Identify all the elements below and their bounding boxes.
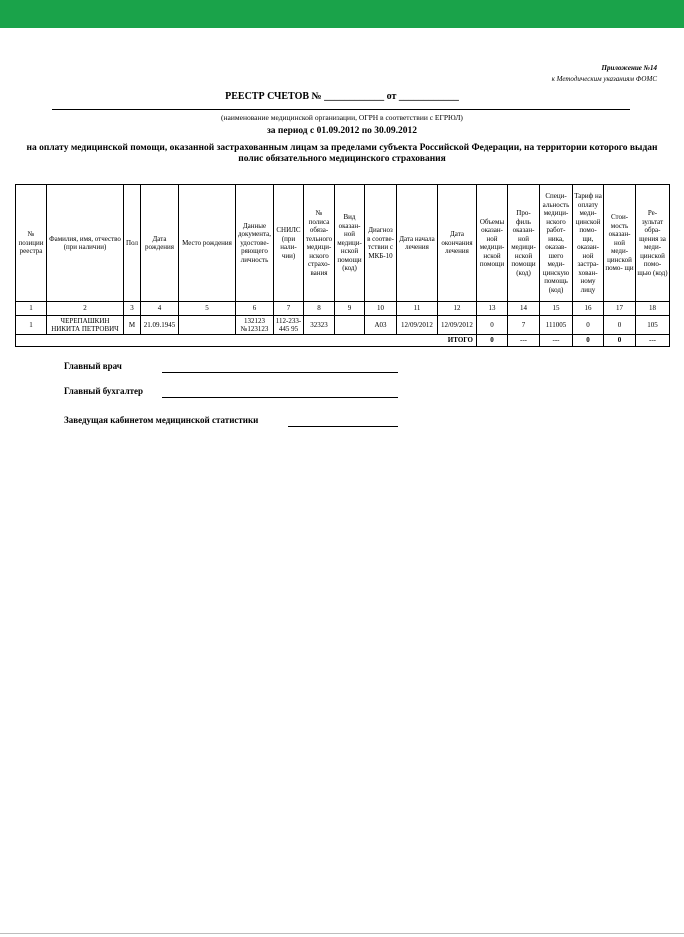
- cell-full-name: ЧЕРЕПАШКИН НИКИТА ПЕТРОВИЧ: [47, 316, 124, 335]
- header-cell: Дата окончания лечения: [438, 185, 477, 302]
- total-profile: ---: [508, 335, 540, 347]
- total-volume: 0: [477, 335, 508, 347]
- header-cell: Данные документа, удостове- ряющего личность: [236, 185, 274, 302]
- cell-specialty: 111005: [540, 316, 573, 335]
- header-cell: Место рождения: [179, 185, 236, 302]
- header-cell: Дата начала лечения: [397, 185, 438, 302]
- column-number: 5: [179, 302, 236, 316]
- top-green-bar: [0, 0, 684, 28]
- column-number: 3: [124, 302, 141, 316]
- registry-table: [15, 184, 670, 347]
- cell-id-document: 132123 №123123: [236, 316, 274, 335]
- purpose-text: на оплату медицинской помощи, оказанной застрахованным лицам за пределами субъекта Российской Федерации, на территории которого выдан полис обязательного медицинского страхования: [26, 143, 658, 164]
- cell-profile: 7: [508, 316, 540, 335]
- organization-line: [52, 109, 630, 110]
- cell-sex: М: [124, 316, 141, 335]
- chief-doctor-signature-line: [162, 372, 398, 373]
- header-cell: Фамилия, имя, отчество (при наличии): [47, 185, 124, 302]
- cell-start-date: 12/09/2012: [397, 316, 438, 335]
- header-cell: Ре- зультат обра- щения за меди- цинской помо- щью (код): [636, 185, 670, 302]
- column-number: 2: [47, 302, 124, 316]
- total-specialty: ---: [540, 335, 573, 347]
- table-row: [16, 316, 670, 335]
- document-title: РЕЕСТР СЧЕТОВ № ____________ от ____________: [225, 91, 459, 102]
- column-number: 1: [16, 302, 47, 316]
- column-number: 4: [141, 302, 179, 316]
- header-cell: Пол: [124, 185, 141, 302]
- cell-position: 1: [16, 316, 47, 335]
- total-result: ---: [636, 335, 670, 347]
- column-number: 8: [304, 302, 335, 316]
- column-number: 15: [540, 302, 573, 316]
- appendix-reference: к Методическим указаниям ФОМС: [551, 75, 657, 83]
- column-number: 11: [397, 302, 438, 316]
- appendix-number: Приложение №14: [601, 64, 657, 72]
- header-cell: Про- филь оказан- ной медици- нской помощи (код): [508, 185, 540, 302]
- column-number: 17: [604, 302, 636, 316]
- cell-policy-number: 32323: [304, 316, 335, 335]
- header-cell: Стои- мость оказан- ной меди- цинской помо- щи: [604, 185, 636, 302]
- stats-head-signature-line: [288, 426, 398, 427]
- stats-head-label: Заведущая кабинетом медицинской статистики: [64, 415, 259, 425]
- period-line: за период с 01.09.2012 по 30.09.2012: [266, 126, 418, 136]
- column-number: 7: [274, 302, 304, 316]
- header-row: [16, 185, 670, 302]
- column-number: 10: [365, 302, 397, 316]
- column-number: 14: [508, 302, 540, 316]
- header-cell: Диагноз в соотве- тствии с МКБ-10: [365, 185, 397, 302]
- cell-volume: 0: [477, 316, 508, 335]
- column-number: 16: [573, 302, 604, 316]
- chief-accountant-signature-line: [162, 397, 398, 398]
- chief-accountant-label: Главный бухгалтер: [64, 386, 144, 396]
- cell-birth-date: 21.09.1945: [141, 316, 179, 335]
- cell-snils: 112-233-445 95: [274, 316, 304, 335]
- cell-care-type: [335, 316, 365, 335]
- total-row: [16, 335, 670, 347]
- total-label: ИТОГО: [16, 335, 477, 347]
- appendix-note: [552, 63, 657, 85]
- header-cell: СНИЛС (при нали- чии): [274, 185, 304, 302]
- column-number: 12: [438, 302, 477, 316]
- cell-birth-place: [179, 316, 236, 335]
- header-cell: Дата рождения: [141, 185, 179, 302]
- column-number-row: [16, 302, 670, 316]
- column-number: 18: [636, 302, 670, 316]
- cell-tariff: 0: [573, 316, 604, 335]
- cell-end-date: 12/09/2012: [438, 316, 477, 335]
- header-cell: Специ- альность медици- нского работ- ника, оказав- шего меди- цинскую помощь (код): [540, 185, 573, 302]
- header-cell: Вид оказан- ной медици- нской помощи (код): [335, 185, 365, 302]
- header-cell: Тариф на оплату меди- цинской помо- щи, оказан- ной застра- хован- ному лицу: [573, 185, 604, 302]
- header-cell: № полиса обяза- тельного медици- нского страхо- вания: [304, 185, 335, 302]
- chief-doctor-label: Главный врач: [64, 361, 122, 371]
- header-cell: № позиции реестра: [16, 185, 47, 302]
- header-cell: Объемы оказан- ной медици- нской помощи: [477, 185, 508, 302]
- total-cost: 0: [604, 335, 636, 347]
- organization-caption: (наименование медицинской организации, ОГРН в соответствии с ЕГРЮЛ): [221, 113, 463, 122]
- total-tariff: 0: [573, 335, 604, 347]
- cell-diagnosis: A03: [365, 316, 397, 335]
- cell-result: 105: [636, 316, 670, 335]
- page-bottom-rule: [0, 933, 684, 934]
- column-number: 6: [236, 302, 274, 316]
- cell-cost: 0: [604, 316, 636, 335]
- column-number: 9: [335, 302, 365, 316]
- column-number: 13: [477, 302, 508, 316]
